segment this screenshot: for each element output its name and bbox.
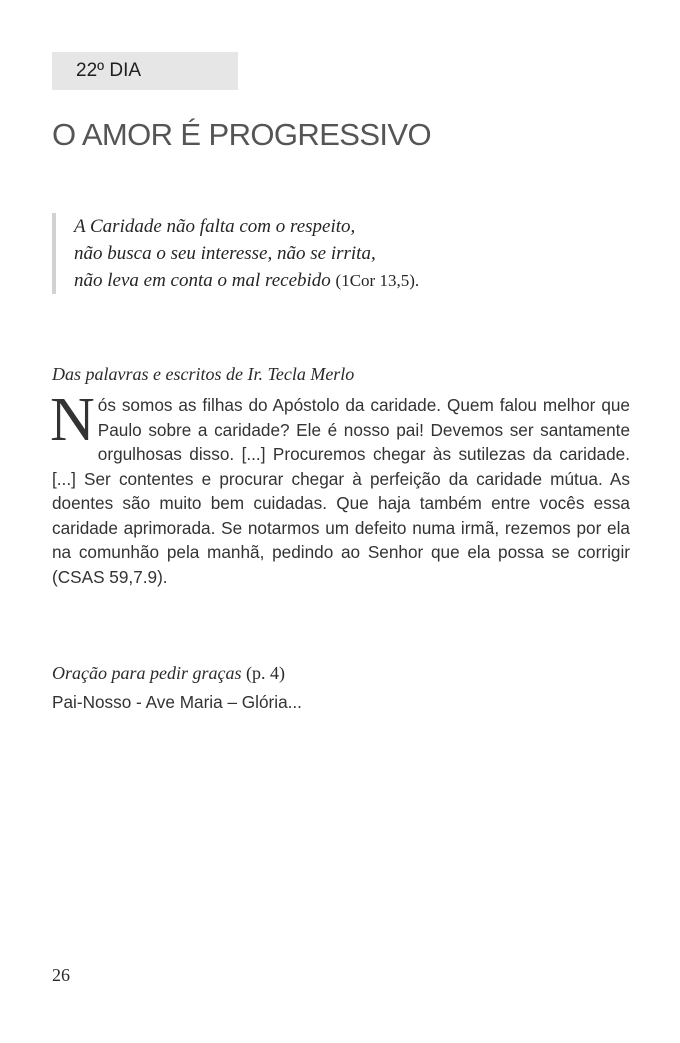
prayer-label: Oração para pedir graças: [52, 663, 242, 683]
source-heading: Das palavras e escritos de Ir. Tecla Merlo: [52, 364, 355, 384]
prayer-list: Pai-Nosso - Ave Maria – Glória...: [52, 692, 302, 712]
scripture-quote: [52, 213, 634, 294]
body-paragraph: [50, 386, 630, 589]
page-title: O AMOR É PROGRESSIVO: [52, 117, 432, 152]
body-text: ós somos as filhas do Apóstolo da caridade. Quem falou melhor que Paulo sobre a caridade? Ele é nosso pai! Devemos ser santamente orgulhosas disso. [...] Procuremos chegar às sutilezas da caridade. [...] Ser contentes e procurar chegar à perfeição da caridade mútua. As doentes são muito bem cuidadas. Que haja também entre vocês essa caridade aprimorada. Se notarmos um defeito numa irmã, rezemos por ela na comunhão pela manhã, pedindo ao Senhor que ela possa se corrigir (CSAS 59,7.9).: [52, 395, 630, 587]
quote-reference: (1Cor 13,5).: [335, 271, 420, 290]
quote-line: A Caridade não falta com o respeito,: [74, 216, 356, 237]
page-number: 26: [52, 965, 70, 985]
day-tag-label: 22º DIA: [76, 60, 142, 81]
quote-line-last: [74, 267, 634, 294]
quote-line: não busca o seu interesse, não se irrita,: [74, 243, 376, 264]
prayer-page-ref: (p. 4): [246, 663, 285, 683]
quote-line: não leva em conta o mal recebido: [74, 270, 331, 291]
prayer-instruction: [52, 663, 285, 684]
day-tag: [52, 52, 238, 90]
drop-cap: N: [50, 386, 95, 454]
